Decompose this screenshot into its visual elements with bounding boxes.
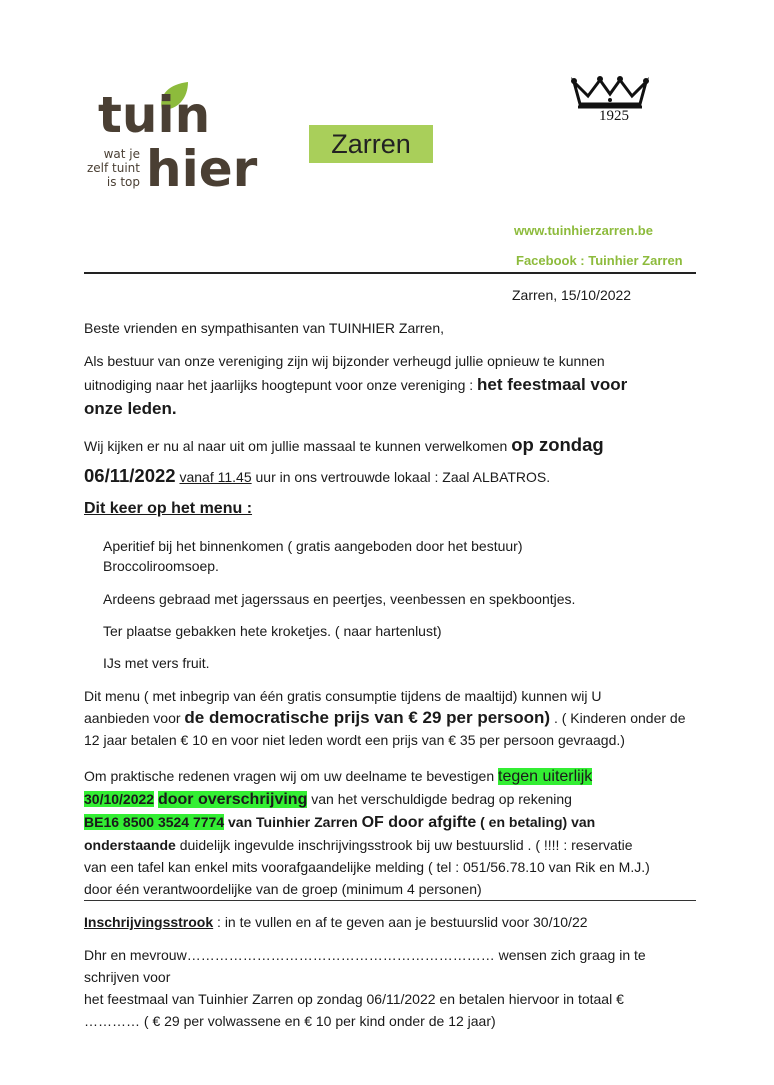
form-line-1: Dhr en mevrouw………………………………………………………… wensen zich graag in te schrijven voor <box>84 947 646 985</box>
confirm-line-4: onderstaande duidelijk ingevulde inschrijvingsstrook bij uw bestuurslid . ( !!!! : reservatie <box>84 837 633 853</box>
zarren-badge: Zarren <box>309 125 433 163</box>
form-line-2: het feestmaal van Tuinhier Zarren op zondag 06/11/2022 en betalen hiervoor in totaal € <box>84 991 624 1007</box>
form-divider <box>84 900 696 901</box>
logo-slogan-2: zelf tuint <box>86 161 140 175</box>
menu-item: Aperitief bij het binnenkomen ( gratis aangeboden door het bestuur) <box>103 538 523 554</box>
menu-item: Broccoliroomsoep. <box>103 558 219 574</box>
price-line-2: aanbieden voor de democratische prijs van € 29 per persoon) . ( Kinderen onder de <box>84 708 686 727</box>
logo-slogan-3: is top <box>106 175 140 189</box>
menu-title: Dit keer op het menu : <box>84 500 253 517</box>
form-heading: Inschrijvingsstrook : in te vullen en af te geven aan je bestuurslid voor 30/10/22 <box>84 914 588 930</box>
logo-text-top: tuin <box>98 86 211 144</box>
form-line-3: ………… ( € 29 per volwassene en € 10 per kind onder de 12 jaar) <box>84 1013 496 1029</box>
confirm-paragraph <box>84 765 694 900</box>
menu-item: Ter plaatse gebakken hete kroketjes. ( naar hartenlust) <box>103 623 442 639</box>
tuinhier-logo <box>86 80 266 198</box>
website-link[interactable]: www.tuinhierzarren.be <box>514 223 653 238</box>
confirm-line-1: Om praktische redenen vragen wij om uw deelname te bevestigen tegen uiterlijk <box>84 768 593 785</box>
confirm-line-2: 30/10/2022 door overschrijving van het verschuldigde bedrag op rekening <box>84 791 572 808</box>
menu-item: Ardeens gebraad met jagerssaus en peertjes, veenbessen en spekboontjes. <box>103 591 576 607</box>
price-line-3: 12 jaar betalen € 10 en voor niet leden wordt een prijs van € 35 per persoon gevraagd.) <box>84 732 625 748</box>
salutation: Beste vrienden en sympathisanten van TUINHIER Zarren, <box>84 320 445 336</box>
intro-line-1: Als bestuur van onze vereniging zijn wij bijzonder verheugd jullie opnieuw te kunnen <box>84 353 605 369</box>
price-line-1: Dit menu ( met inbegrip van één gratis consumptie tijdens de maaltijd) kunnen wij U <box>84 688 602 704</box>
menu-item: IJs met vers fruit. <box>103 655 210 671</box>
price-paragraph <box>84 685 694 751</box>
confirm-line-3: BE16 8500 3524 7774 van Tuinhier Zarren OF door afgifte ( en betaling) van <box>84 814 596 831</box>
logo-slogan-1: wat je <box>103 147 140 161</box>
crown-year: 1925 <box>599 108 629 124</box>
welcome-line-2: 06/11/2022 vanaf 11.45 uur in ons vertrouwde lokaal : Zaal ALBATROS. <box>84 465 551 486</box>
facebook-link[interactable]: Facebook : Tuinhier Zarren <box>516 253 683 268</box>
letter-date: Zarren, 15/10/2022 <box>512 287 632 303</box>
intro-paragraph <box>84 349 694 421</box>
header-divider <box>84 272 696 274</box>
welcome-paragraph <box>84 430 694 492</box>
confirm-line-5: van een tafel kan enkel mits voorafgaandelijke melding ( tel : 051/56.78.10 van Rik en M.J.) <box>84 859 650 875</box>
welcome-line-1: Wij kijken er nu al naar uit om jullie massaal te kunnen verwelkomen op zondag <box>84 434 604 455</box>
logo-text-bottom: hier <box>146 140 258 198</box>
form-body <box>84 944 694 1032</box>
intro-line-2: uitnodiging naar het jaarlijks hoogtepunt voor onze vereniging : het feestmaal voor <box>84 375 628 394</box>
confirm-line-6: door één verantwoordelijke van de groep (minimum 4 personen) <box>84 881 482 897</box>
intro-line-3: onze leden. <box>84 399 177 418</box>
crown-icon <box>568 74 652 110</box>
